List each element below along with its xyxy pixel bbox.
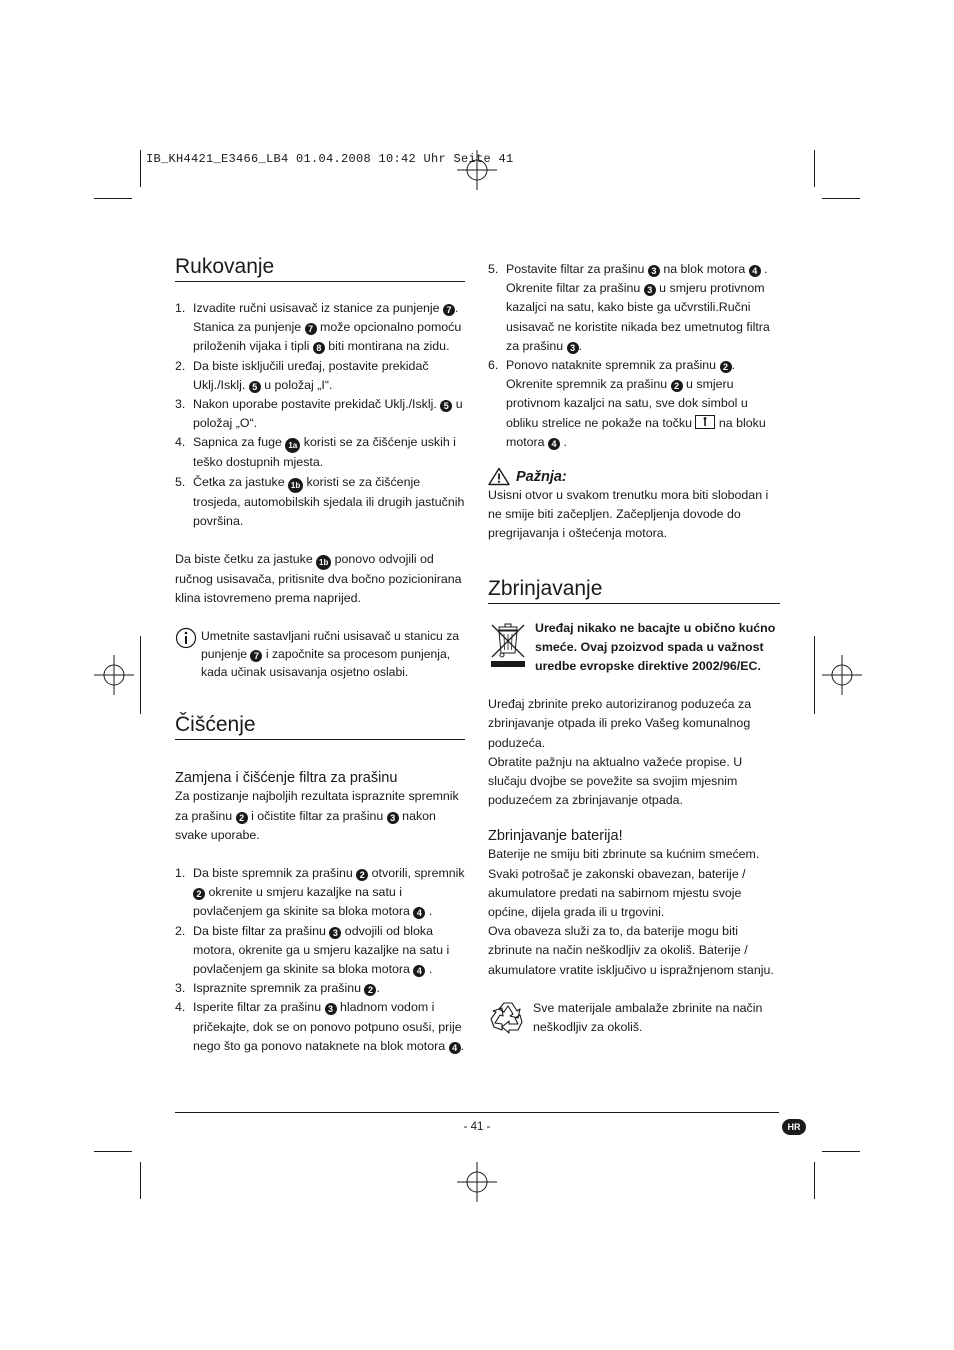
lock-point-icon — [695, 415, 715, 429]
list-item: 3. Nakon uporabe postavite prekidač Uklj./Isklj. 5 u položaj „O“. — [175, 397, 463, 431]
list-item: 6. Ponovo nataknite spremnik za prašinu 2 . Okrenite spremnik za prašinu 2 u smjeru protivnom kazaljci na satu, sve dok simbol u obliku strelice ne pokaže na točku na bloku motora 4 . — [488, 358, 766, 449]
part-number-badge: 7 — [443, 304, 455, 316]
paragraph: Za postizanje najboljih rezultata ispraznite spremnik za prašinu 2 i očistite filtar za prašinu 3 nakon svake uporabe. — [175, 789, 459, 842]
list-item: 5. Postavite filtar za prašinu 3 na blok motora 4 . Okrenite filtar za prašinu 3 u smjeru protivnom kazaljci na satu, kako biste ga učvrstili.Ručni usisavač ne koristite nikada bez umetnutog filtra za prašinu 3 . — [488, 262, 770, 353]
registration-mark-right — [822, 655, 862, 695]
recycle-text: Sve materijale ambalaže zbrinite na način neškodljiv za okoliš. — [533, 1000, 763, 1035]
part-number-badge: 2 — [356, 869, 368, 881]
part-number-badge: 3 — [567, 342, 579, 354]
part-number-badge: 2 — [671, 380, 683, 392]
page-number: - 41 - — [463, 1121, 491, 1133]
part-number-badge: 5 — [249, 381, 261, 393]
paragraph: Da biste četku za jastuke 1b ponovo odvojili od ručnog usisavača, pritisnite dva bočno pozicionirana klina istovremeno prema naprijed. — [175, 552, 462, 606]
part-number-badge: 1b — [316, 555, 331, 570]
part-number-badge: 4 — [449, 1042, 461, 1054]
paragraph: Uređaj zbrinite preko autoriziranog poduzeća za zbrinjavanje otpada ili preko Vašeg komunalnog poduzeća. — [488, 697, 752, 750]
part-number-badge: 2 — [193, 888, 205, 900]
list-item: 5. Četka za jastuke 1b koristi se za čišćenje trosjeda, automobilskih sjedala ili drugih jastučnih površina. — [175, 474, 465, 528]
part-number-badge: 2 — [364, 984, 376, 996]
ciscenje-steps-continued — [488, 260, 780, 452]
paragraph: Obratite pažnju na aktualno važeće propise. U slučaju dvojbe se povežite sa svojim mjesnim poduzećem za zbrinjavanje otpada. — [488, 754, 743, 808]
ciscenje-steps — [175, 864, 465, 1056]
registration-mark-bottom — [457, 1162, 497, 1202]
section-title-ciscenje: Čišćenje — [175, 713, 465, 740]
warning-text: Usisni otvor u svakom trenutku mora biti slobodan i ne smije biti začepljen. Začepljenja dovode do pregrijavanja i oštećenja motora. — [488, 488, 769, 541]
crop-mark — [94, 1151, 132, 1152]
part-number-badge: 3 — [644, 284, 656, 296]
part-number-badge: 4 — [413, 907, 425, 919]
part-number-badge: 3 — [325, 1003, 337, 1015]
list-item: 3. Ispraznite spremnik za prašinu 2 . — [175, 981, 380, 996]
weee-notice — [488, 619, 780, 677]
rukovanje-steps — [175, 299, 465, 531]
recycle-notice — [488, 999, 780, 1037]
part-number-badge: 5 — [440, 400, 452, 412]
part-number-badge: 7 — [250, 650, 262, 662]
warning-note — [488, 467, 780, 544]
info-note — [175, 627, 465, 681]
section-title-zbrinjavanje: Zbrinjavanje — [488, 577, 780, 604]
footer-rule — [175, 1112, 779, 1113]
registration-mark-left — [94, 655, 134, 695]
crop-mark — [94, 198, 132, 199]
registration-mark-top — [457, 150, 497, 190]
list-item: 1. Da biste spremnik za prašinu 2 otvorili, spremnik 2 okrenite u smjeru kazaljke na satu i povlačenjem ga skinite sa bloka motora 4 . — [175, 866, 465, 919]
warning-icon — [488, 467, 510, 486]
part-number-badge: 3 — [329, 927, 341, 939]
crop-mark — [822, 1151, 860, 1152]
part-number-badge: 3 — [387, 812, 399, 824]
part-number-badge: 1b — [288, 478, 303, 493]
language-badge: HR — [782, 1119, 806, 1135]
list-item: 2. Da biste filtar za prašinu 3 odvojili od bloka motora, okrenite ga u smjeru kazaljke na satu i povlačenjem ga skinite sa bloka motora 4 . — [175, 923, 450, 977]
list-item: 1. Izvadite ručni usisavač iz stanice za punjenje 7 . Stanica za punjenje 7 može opcionalno pomoću priloženih vijaka i tipli 8 biti montirana na zidu. — [175, 301, 462, 354]
right-column — [488, 255, 780, 1037]
subsection-title: Zbrinjavanje baterija! — [488, 828, 623, 845]
list-item: 4. Sapnica za fuge 1a koristi se za čišćenje uskih i teško dostupnih mjesta. — [175, 435, 456, 470]
crop-mark — [140, 636, 141, 714]
part-number-badge: 2 — [236, 812, 248, 824]
crop-mark — [814, 636, 815, 714]
info-icon — [175, 627, 197, 649]
part-number-badge: 4 — [413, 965, 425, 977]
weee-text: Uređaj nikako ne bacajte u obično kućno smeće. Ovaj pzoizvod spada u važnost uredbe evropske direktive 2002/96/EC. — [535, 620, 776, 674]
crop-mark — [140, 1162, 141, 1199]
paragraph: Ova obaveza služi za to, da baterije mogu biti zbrinute na način neškodljiv za okoliš. Baterije / akumulatore vratite isključivo u ispražnjenom stanju. — [488, 924, 774, 977]
crop-mark — [814, 150, 815, 187]
crossed-bin-icon — [490, 621, 526, 669]
print-slug: IB_KH4421_E3466_LB4 01.04.2008 10:42 Uhr Seite 41 — [146, 152, 514, 166]
part-number-badge: 3 — [648, 265, 660, 277]
part-number-badge: 4 — [548, 438, 560, 450]
recycle-icon — [489, 1000, 527, 1036]
warning-title: Pažnja: — [516, 468, 567, 485]
crop-mark — [814, 1162, 815, 1199]
list-item: 4. Isperite filtar za prašinu 3 hladnom vodom i pričekajte, dok se on ponovo potpuno osuši, prije nego što ga ponovo nataknete na blok motora 4 . — [175, 1000, 465, 1053]
crop-mark — [822, 198, 860, 199]
info-text: Umetnite sastavljani ručni usisavač u stanicu za punjenje 7 i započnite sa procesom punjenja, kada učinak usisavanja osjetno oslabi. — [201, 629, 460, 680]
part-number-badge: 8 — [313, 342, 325, 354]
part-number-badge: 2 — [720, 361, 732, 373]
part-number-badge: 4 — [749, 265, 761, 277]
crop-mark — [140, 150, 141, 187]
section-title-rukovanje: Rukovanje — [175, 255, 465, 282]
part-number-badge: 7 — [305, 323, 317, 335]
part-number-badge: 1a — [285, 438, 300, 453]
left-column — [175, 255, 465, 1056]
list-item: 2. Da biste isključili uređaj, postavite prekidač Uklj./Isklj. 5 u položaj „I“. — [175, 358, 429, 392]
paragraph: Baterije ne smiju biti zbrinute sa kućnim smećem. Svaki potrošač je zakonski obavezan, baterije / akumulatore predati na sabirnom mjestu svoje općine, dijela grada ili u trgovini. — [488, 847, 760, 920]
subsection-title: Zamjena i čišćenje filtra za prašinu — [175, 770, 398, 787]
